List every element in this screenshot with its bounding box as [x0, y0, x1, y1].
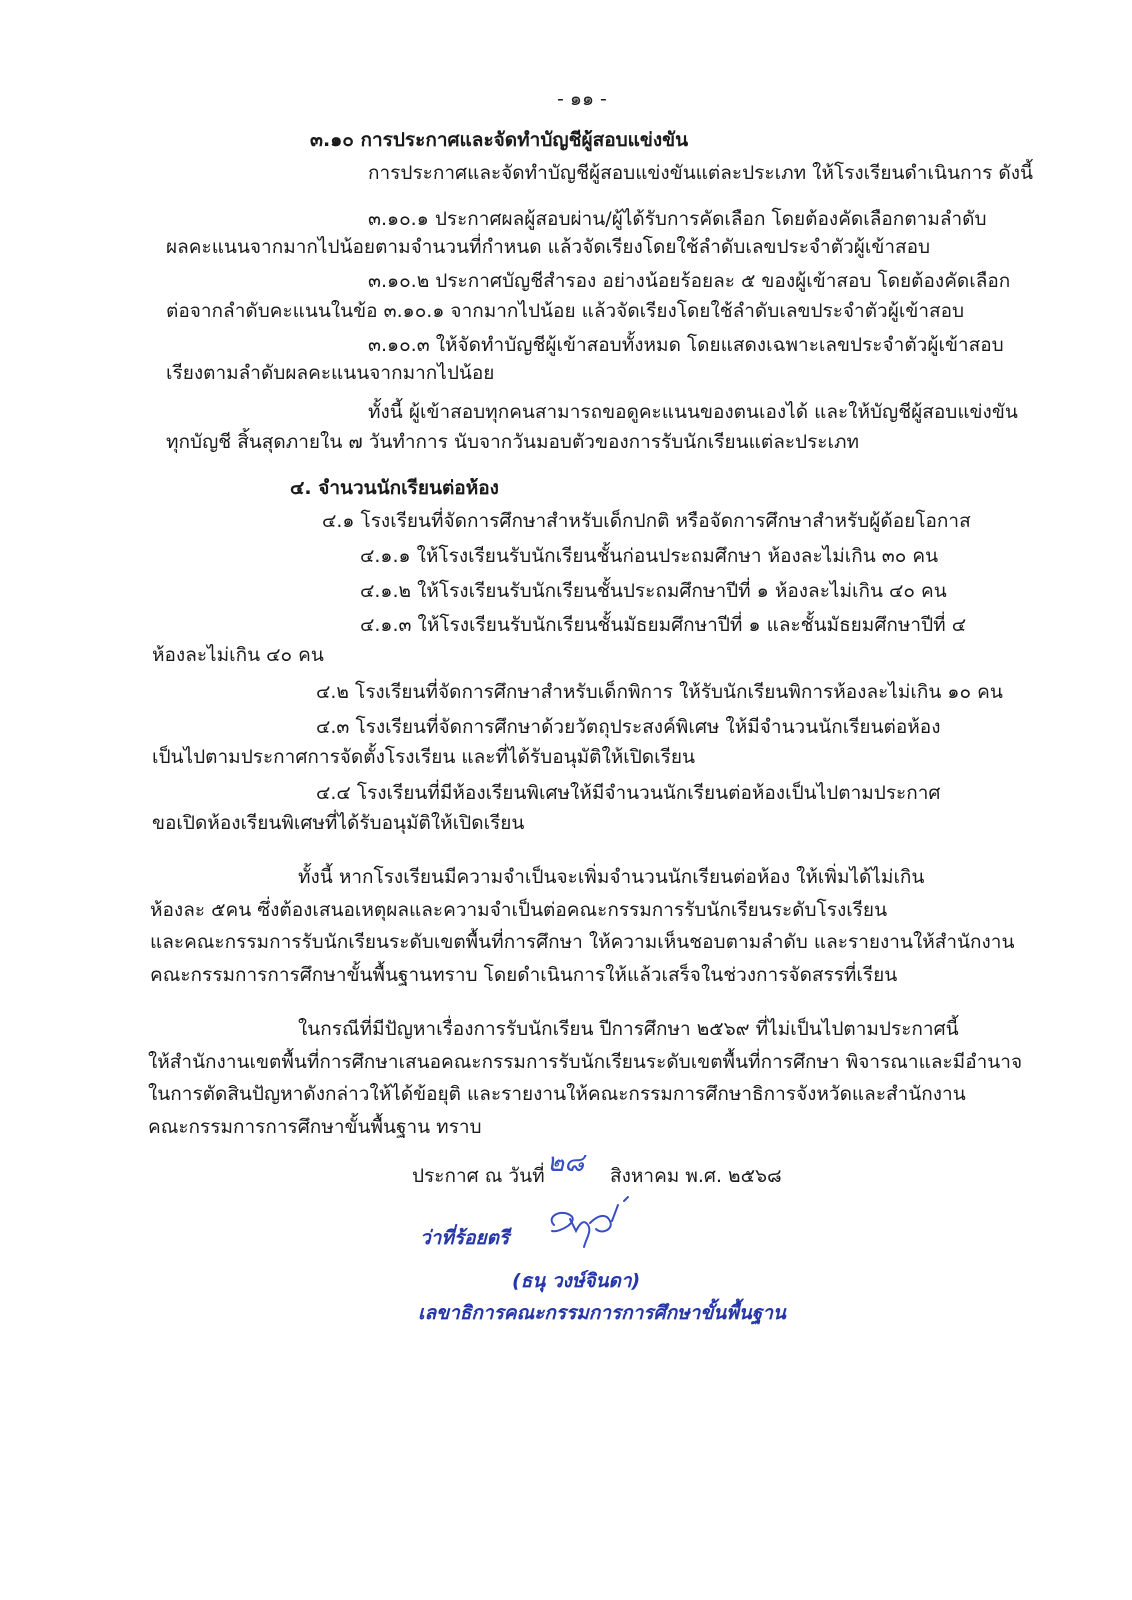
announce-day-handwritten: ๒๘	[547, 1148, 585, 1178]
signer-rank: ว่าที่ร้อยตรี	[420, 1227, 510, 1249]
note-line1: ทั้งนี้ ผู้เข้าสอบทุกคนสามารถขอดูคะแนนของตนเองได้ และให้บัญชีผู้สอบแข่งขัน	[368, 401, 1018, 423]
item-3-10-1-line2: ผลคะแนนจากมากไปน้อยตามจำนวนที่กำหนด แล้วจัดเรียงโดยใช้ลำดับเลขประจำตัวผู้เข้าสอบ	[166, 236, 931, 258]
item-4-1-3-line1: ๔.๑.๓ ให้โรงเรียนรับนักเรียนชั้นมัธยมศึกษาปีที่ ๑ และชั้นมัธยมศึกษาปีที่ ๔	[360, 614, 967, 636]
page-number: - ๑๑ -	[557, 88, 607, 110]
paragraph-1-line2: ห้องละ ๕คน ซึ่งต้องเสนอเหตุผลและความจำเป็นต่อคณะกรรมการรับนักเรียนระดับโรงเรียน	[150, 899, 888, 921]
item-4-3-line1: ๔.๓ โรงเรียนที่จัดการศึกษาด้วยวัตถุประสงค์พิเศษ ให้มีจำนวนนักเรียนต่อห้อง	[316, 716, 941, 738]
note-line2: ทุกบัญชี สิ้นสุดภายใน ๗ วันทำการ นับจากวันมอบตัวของการรับนักเรียนแต่ละประเภท	[166, 431, 860, 453]
section-3-10-heading: ๓.๑๐ การประกาศและจัดทำบัญชีผู้สอบแข่งขัน	[310, 129, 689, 151]
item-4-2: ๔.๒ โรงเรียนที่จัดการศึกษาสำหรับเด็กพิการ ให้รับนักเรียนพิการห้องละไม่เกิน ๑๐ คน	[316, 681, 1003, 703]
signer-name: (ธนุ วงษ์จินดา)	[512, 1270, 641, 1292]
item-4-1-2: ๔.๑.๒ ให้โรงเรียนรับนักเรียนชั้นประถมศึกษาปีที่ ๑ ห้องละไม่เกิน ๔๐ คน	[360, 580, 947, 602]
paragraph-2-line3: ในการตัดสินปัญหาดังกล่าวให้ได้ข้อยุติ และรายงานให้คณะกรรมการศึกษาธิการจังหวัดและสำนักงาน	[148, 1083, 966, 1105]
section-4-heading: ๔. จำนวนนักเรียนต่อห้อง	[290, 477, 499, 499]
item-3-10-3-line1: ๓.๑๐.๓ ให้จัดทำบัญชีผู้เข้าสอบทั้งหมด โดยแสดงเฉพาะเลขประจำตัวผู้เข้าสอบ	[368, 334, 1004, 356]
item-4-4-line2: ขอเปิดห้องเรียนพิเศษที่ได้รับอนุมัติให้เปิดเรียน	[152, 812, 525, 834]
item-4-3-line2: เป็นไปตามประกาศการจัดตั้งโรงเรียน และที่ได้รับอนุมัติให้เปิดเรียน	[152, 746, 695, 768]
section-3-10-intro: การประกาศและจัดทำบัญชีผู้สอบแข่งขันแต่ละประเภท ให้โรงเรียนดำเนินการ ดังนี้	[368, 162, 1033, 184]
item-3-10-3-line2: เรียงตามลำดับผลคะแนนจากมากไปน้อย	[166, 362, 495, 384]
paragraph-2-line2: ให้สำนักงานเขตพื้นที่การศึกษาเสนอคณะกรรมการรับนักเรียนระดับเขตพื้นที่การศึกษา พิจารณาและมีอำนาจ	[148, 1051, 1023, 1073]
paragraph-2-line1: ในกรณีที่มีปัญหาเรื่องการรับนักเรียน ปีการศึกษา ๒๕๖๙ ที่ไม่เป็นไปตามประกาศนี้	[298, 1018, 959, 1040]
paragraph-2-line4: คณะกรรมการการศึกษาขั้นพื้นฐาน ทราบ	[148, 1116, 482, 1138]
signature-scribble	[540, 1195, 650, 1265]
paragraph-1-line1: ทั้งนี้ หากโรงเรียนมีความจำเป็นจะเพิ่มจำนวนนักเรียนต่อห้อง ให้เพิ่มได้ไม่เกิน	[298, 866, 925, 888]
item-4-4-line1: ๔.๔ โรงเรียนที่มีห้องเรียนพิเศษให้มีจำนวนนักเรียนต่อห้องเป็นไปตามประกาศ	[316, 782, 941, 804]
signer-title: เลขาธิการคณะกรรมการการศึกษาขั้นพื้นฐาน	[418, 1302, 786, 1324]
item-4-1: ๔.๑ โรงเรียนที่จัดการศึกษาสำหรับเด็กปกติ หรือจัดการศึกษาสำหรับผู้ด้อยโอกาส	[322, 510, 971, 532]
item-4-1-1: ๔.๑.๑ ให้โรงเรียนรับนักเรียนชั้นก่อนประถมศึกษา ห้องละไม่เกิน ๓๐ คน	[360, 545, 939, 567]
paragraph-1-line3: และคณะกรรมการรับนักเรียนระดับเขตพื้นที่การศึกษา ให้ความเห็นชอบตามลำดับ และรายงานให้สำนักงาน	[150, 931, 1015, 953]
item-3-10-2-line1: ๓.๑๐.๒ ประกาศบัญชีสำรอง อย่างน้อยร้อยละ ๕ ของผู้เข้าสอบ โดยต้องคัดเลือก	[368, 270, 1011, 292]
item-4-1-3-line2: ห้องละไม่เกิน ๔๐ คน	[152, 644, 324, 666]
announce-date-suffix: สิงหาคม พ.ศ. ๒๕๖๘	[610, 1165, 782, 1187]
paragraph-1-line4: คณะกรรมการการศึกษาขั้นพื้นฐานทราบ โดยดำเนินการให้แล้วเสร็จในช่วงการจัดสรรที่เรียน	[150, 964, 898, 986]
item-3-10-2-line2: ต่อจากลำดับคะแนนในข้อ ๓.๑๐.๑ จากมากไปน้อย แล้วจัดเรียงโดยใช้ลำดับเลขประจำตัวผู้เข้าสอบ	[166, 300, 965, 322]
announce-date-prefix: ประกาศ ณ วันที่	[412, 1165, 545, 1187]
item-3-10-1-line1: ๓.๑๐.๑ ประกาศผลผู้สอบผ่าน/ผู้ได้รับการคัดเลือก โดยต้องคัดเลือกตามลำดับ	[368, 208, 987, 230]
